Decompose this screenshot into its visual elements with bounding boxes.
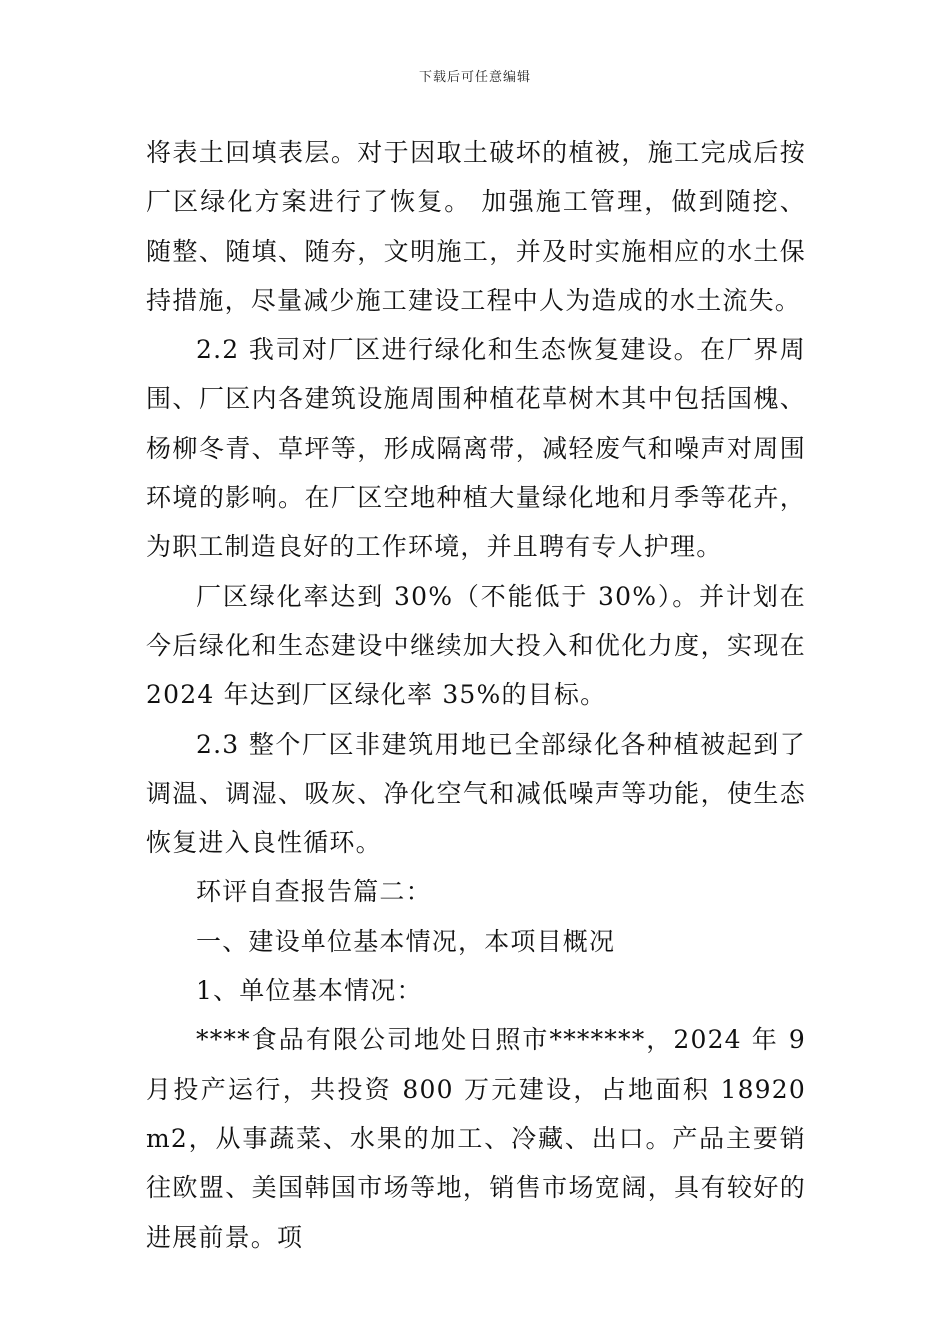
paragraph-1: 将表土回填表层。对于因取土破坏的植被，施工完成后按厂区绿化方案进行了恢复。 加强施工管理，做到随挖、随整、随填、随夯，文明施工，并及时实施相应的水土保持措施，尽量减少施工建设工程中人为造成的水土流失。 xyxy=(146,138,806,315)
paragraph-3: 厂区绿化率达到 30%（不能低于 30%）。并计划在今后绿化和生态建设中继续加大投入和优化力度，实现在 2024 年达到厂区绿化率 35%的目标。 xyxy=(146,581,806,710)
section-heading-report-part-two: 环评自查报告篇二： xyxy=(196,877,432,907)
paragraph-company-info: ****食品有限公司地处日照市*******，2024 年 9 月投产运行，共投资 800 万元建设，占地面积 18920m2，从事蔬菜、水果的加工、冷藏、出口。产品主要销往欧盟、美国韩国市场等地，销售市场宽阔，具有较好的进展前景。项 xyxy=(146,1025,806,1252)
paragraph-4: 2.3 整个厂区非建筑用地已全部绿化各种植被起到了调温、调湿、吸灰、净化空气和减低噪声等功能，使生态恢复进入良性循环。 xyxy=(146,729,806,858)
document-body xyxy=(146,128,806,1262)
paragraph-2: 2.2 我司对厂区进行绿化和生态恢复建设。在厂界周围、厂区内各建筑设施周围种植花草树木其中包括国槐、杨柳冬青、草坪等，形成隔离带，减轻废气和噪声对周围环境的影响。在厂区空地种植大量绿化地和月季等花卉，为职工制造良好的工作环境，并且聘有专人护理。 xyxy=(146,335,806,562)
subsection-heading-unit-info: 1、单位基本情况： xyxy=(196,976,423,1006)
page-header-note: 下载后可任意编辑 xyxy=(418,70,531,85)
section-heading-overview: 一、建设单位基本情况，本项目概况 xyxy=(196,926,616,956)
